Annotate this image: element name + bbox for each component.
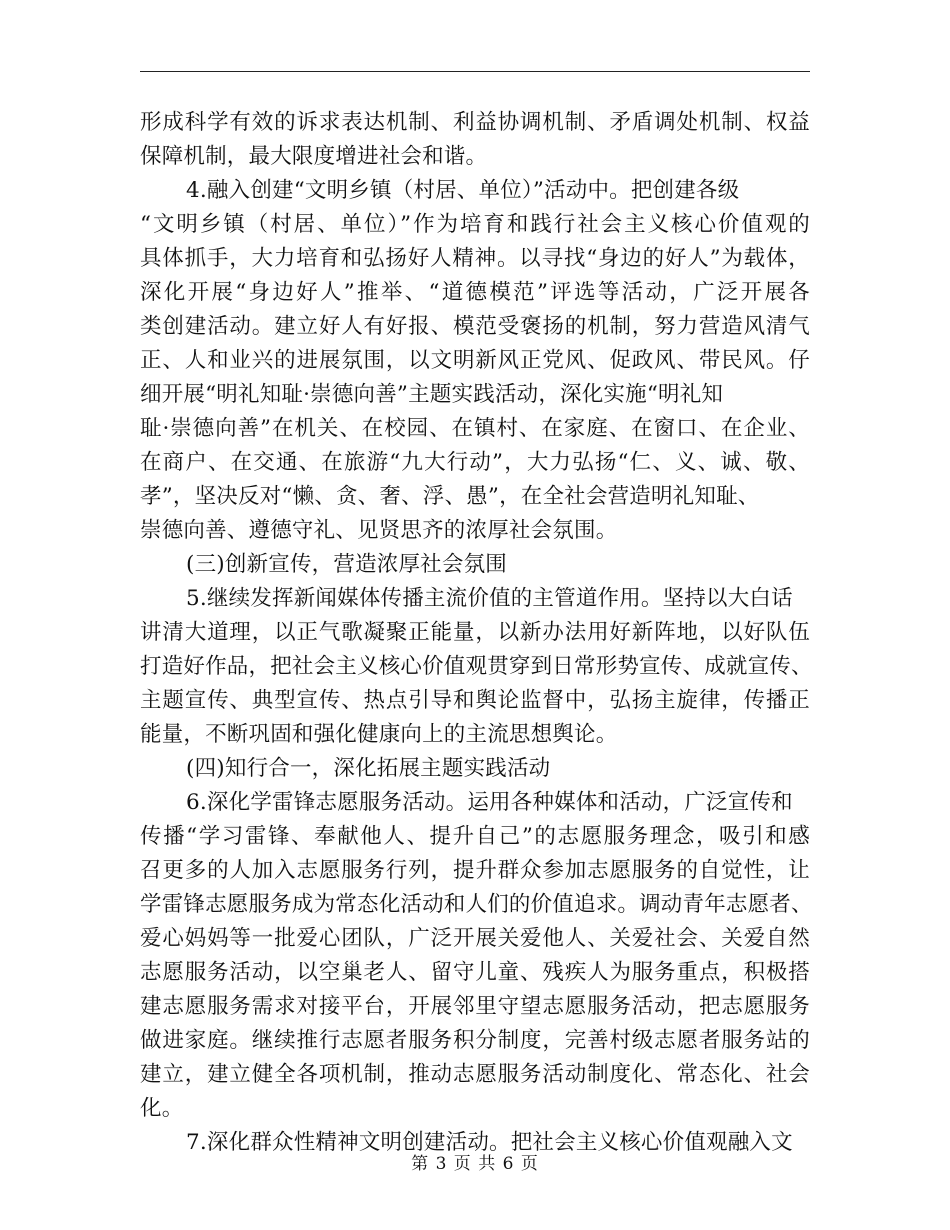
text-line: 正、人和业兴的进展氛围，以文明新风正党风、促政风、带民风。仔: [140, 348, 810, 373]
text-line: 孝”，坚决反对“懒、贪、奢、浮、愚”，在全社会营造明礼知耻、: [140, 484, 760, 509]
text-line: 崇德向善、遵德守礼、见贤思齐的浓厚社会氛围。: [140, 518, 618, 543]
text-line: 传播“学习雷锋、奉献他人、提升自己”的志愿服务理念，吸引和感: [140, 824, 810, 849]
text-line: 能量，不断巩固和强化健康向上的主流思想舆论。: [140, 722, 618, 747]
text-line: 爱心妈妈等一批爱心团队，广泛开展关爱他人、关爱社会、关爱自然: [140, 926, 810, 951]
header-rule: [140, 71, 810, 72]
text-line: 具体抓手，大力培育和弘扬好人精神。以寻找“身边的好人”为载体，: [140, 246, 810, 271]
text-line: 形成科学有效的诉求表达机制、利益协调机制、矛盾调处机制、权益: [140, 110, 810, 135]
text-line: 保障机制，最大限度增进社会和谐。: [140, 144, 488, 169]
text-line: 建志愿服务需求对接平台，开展邻里守望志愿服务活动，把志愿服务: [140, 994, 810, 1019]
text-line: 主题宣传、典型宣传、热点引导和舆论监督中，弘扬主旋律，传播正: [140, 688, 810, 713]
text-line: 建立，建立健全各项机制，推动志愿服务活动制度化、常态化、社会: [140, 1062, 810, 1087]
text-line: 讲清大道理，以正气歌凝聚正能量，以新办法用好新阵地，以好队伍: [140, 620, 810, 645]
paragraph-start-line: 4.融入创建“文明乡镇（村居、单位）”活动中。把创建各级: [186, 178, 740, 203]
text-line: 在商户、在交通、在旅游“九大行动”，大力弘扬“仁、义、诚、敬、: [140, 450, 810, 475]
text-line: “文明乡镇（村居、单位）”作为培育和践行社会主义核心价值观的: [140, 212, 810, 237]
text-line: 志愿服务活动，以空巢老人、留守儿童、残疾人为服务重点，积极搭: [140, 960, 810, 985]
text-line: 召更多的人加入志愿服务行列，提升群众参加志愿服务的自觉性，让: [140, 858, 810, 883]
text-line: 学雷锋志愿服务成为常态化活动和人们的价值追求。调动青年志愿者、: [140, 892, 813, 917]
paragraph-start-line: 6.深化学雷锋志愿服务活动。运用各种媒体和活动，广泛宣传和: [186, 790, 793, 815]
text-line: 打造好作品，把社会主义核心价值观贯穿到日常形势宣传、成就宣传、: [140, 654, 813, 679]
text-line: 深化开展“身边好人”推举、“道德模范”评选等活动，广泛开展各: [140, 280, 810, 305]
text-line: 化。: [140, 1096, 184, 1121]
text-line: 细开展“明礼知耻·崇德向善”主题实践活动，深化实施“明礼知: [140, 382, 724, 407]
paragraph-start-line: 7.深化群众性精神文明创建活动。把社会主义核心价值观融入文: [186, 1130, 793, 1155]
section-heading: (四)知行合一，深化拓展主题实践活动: [186, 756, 551, 781]
section-heading: (三)创新宣传，营造浓厚社会氛围: [186, 552, 507, 577]
page-number-footer: 第 3 页 共 6 页: [411, 1154, 539, 1174]
text-line: 做进家庭。继续推行志愿者服务积分制度，完善村级志愿者服务站的: [140, 1028, 810, 1053]
text-line: 类创建活动。建立好人有好报、模范受褒扬的机制，努力营造风清气: [140, 314, 810, 339]
paragraph-start-line: 5.继续发挥新闻媒体传播主流价值的主管道作用。坚持以大白话: [186, 586, 793, 611]
text-line: 耻·崇德向善”在机关、在校园、在镇村、在家庭、在窗口、在企业、: [140, 416, 810, 441]
